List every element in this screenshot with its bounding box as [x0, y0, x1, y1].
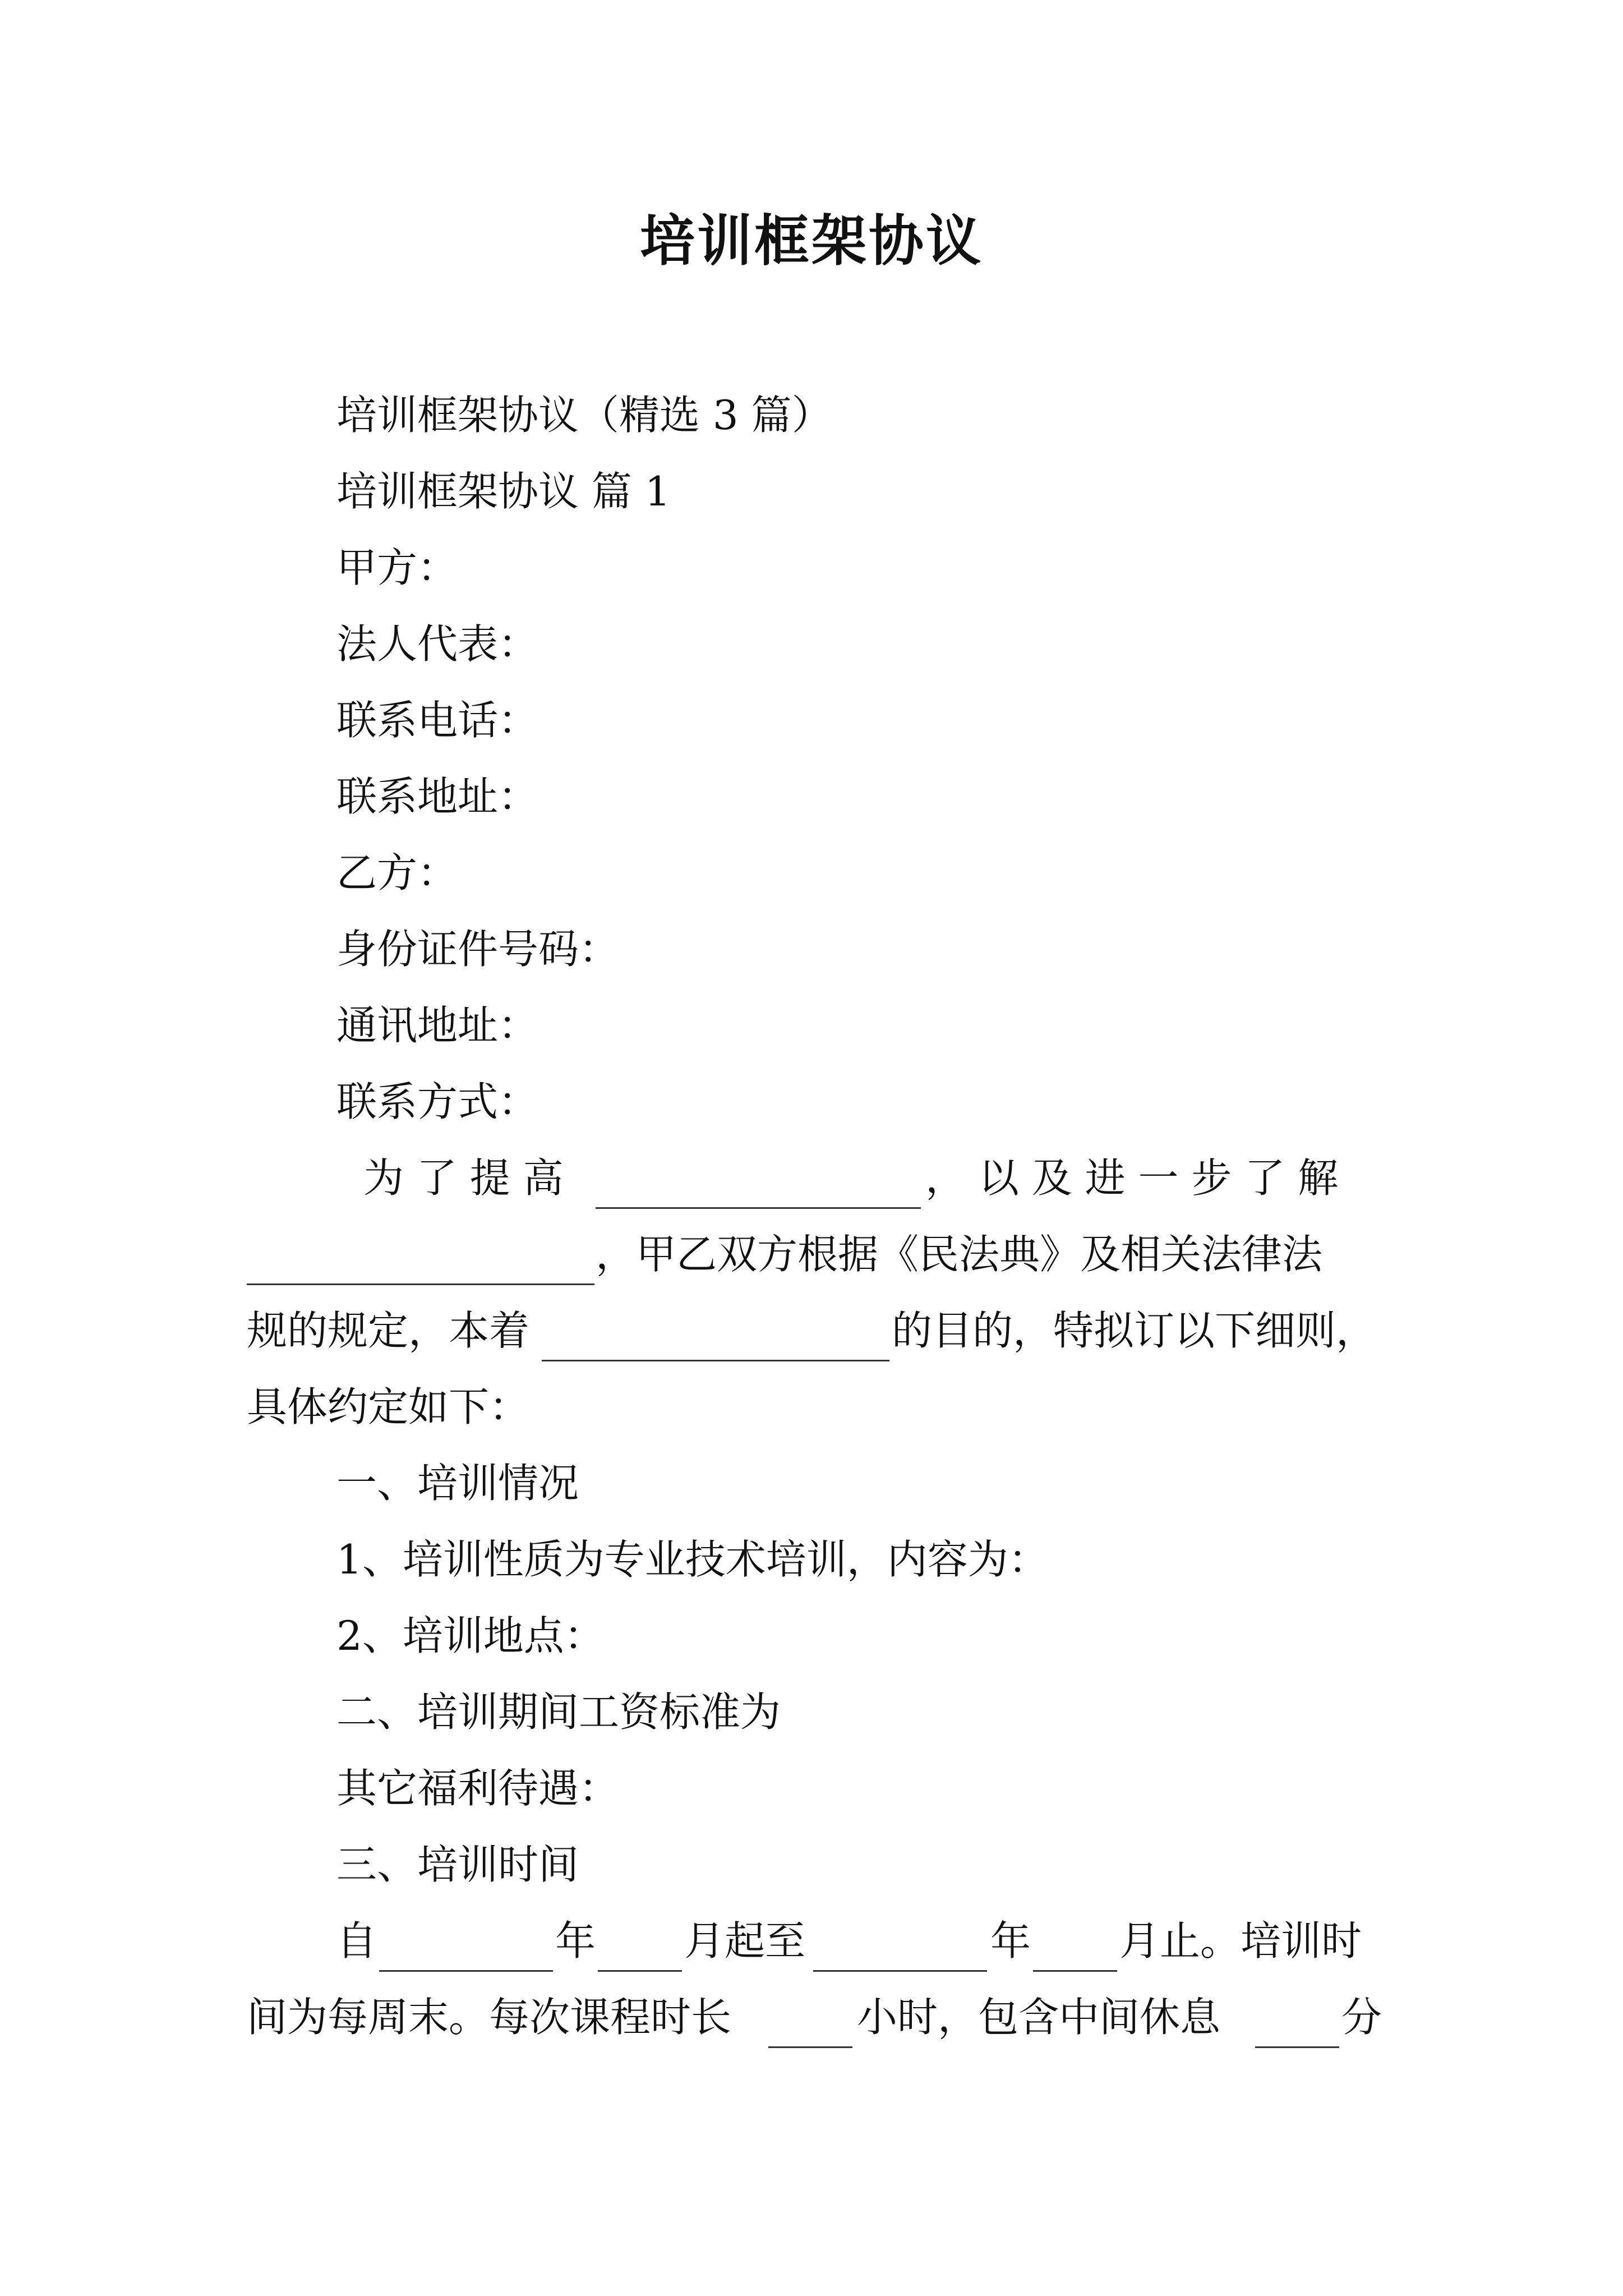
time-year-2: 年	[990, 1917, 1031, 1964]
time-month-2: 月止。培训时	[1119, 1917, 1362, 1964]
intro-text-4: 规的规定，本着	[247, 1307, 530, 1354]
blank-line	[1033, 1936, 1117, 1972]
section-1-item-1: 1、培训性质为专业技术培训，内容为：	[336, 1536, 1049, 1583]
section-1-item-2: 2、培训地点：	[336, 1612, 605, 1659]
time-line-2c: 分	[1341, 1994, 1382, 2041]
time-line-2b: 小时，包含中间休息	[857, 1994, 1221, 2041]
article-heading: 培训框架协议 篇 1	[336, 468, 671, 515]
blank-line	[247, 1250, 594, 1285]
time-line-2a: 间为每周末。每次课程时长	[247, 1994, 732, 2041]
field-contact: 联系方式：	[336, 1078, 539, 1125]
time-year-1: 年	[555, 1917, 596, 1964]
field-phone: 联系电话：	[336, 697, 539, 744]
intro-text-3: ，甲乙双方根据《民法典》及相关法律法	[596, 1231, 1323, 1278]
section-2-heading: 二、培训期间工资标准为	[336, 1688, 781, 1736]
intro-text-5: 的目的，特拟订以下细则，	[892, 1307, 1377, 1354]
blank-line	[813, 1936, 987, 1972]
field-id-number: 身份证件号码：	[336, 926, 620, 973]
field-party-b: 乙方：	[336, 849, 458, 896]
time-month-1: 月起至	[684, 1917, 806, 1964]
blank-line	[768, 2013, 852, 2048]
blank-line	[598, 1936, 682, 1972]
time-from: 自	[336, 1917, 377, 1964]
blank-line	[1255, 2013, 1339, 2048]
intro-text-1: 为 了 提 高	[363, 1154, 564, 1202]
blank-line	[379, 1936, 553, 1972]
field-address: 联系地址：	[336, 773, 539, 820]
section-1-heading: 一、培训情况	[336, 1460, 579, 1507]
field-legal-rep: 法人代表：	[336, 620, 539, 668]
field-party-a: 甲方：	[336, 544, 458, 591]
document-title: 培训框架协议	[639, 209, 983, 273]
section-2-other: 其它福利待遇：	[336, 1765, 620, 1812]
document-subtitle: 培训框架协议（精选 3 篇）	[336, 392, 832, 439]
blank-line	[596, 1174, 921, 1209]
field-mail-address: 通讯地址：	[336, 1002, 539, 1049]
blank-line	[542, 1326, 889, 1361]
section-3-heading: 三、培训时间	[336, 1841, 579, 1888]
intro-text-6: 具体约定如下：	[247, 1383, 530, 1430]
intro-text-2: ， 以 及 进 一 步 了 解	[925, 1154, 1339, 1202]
